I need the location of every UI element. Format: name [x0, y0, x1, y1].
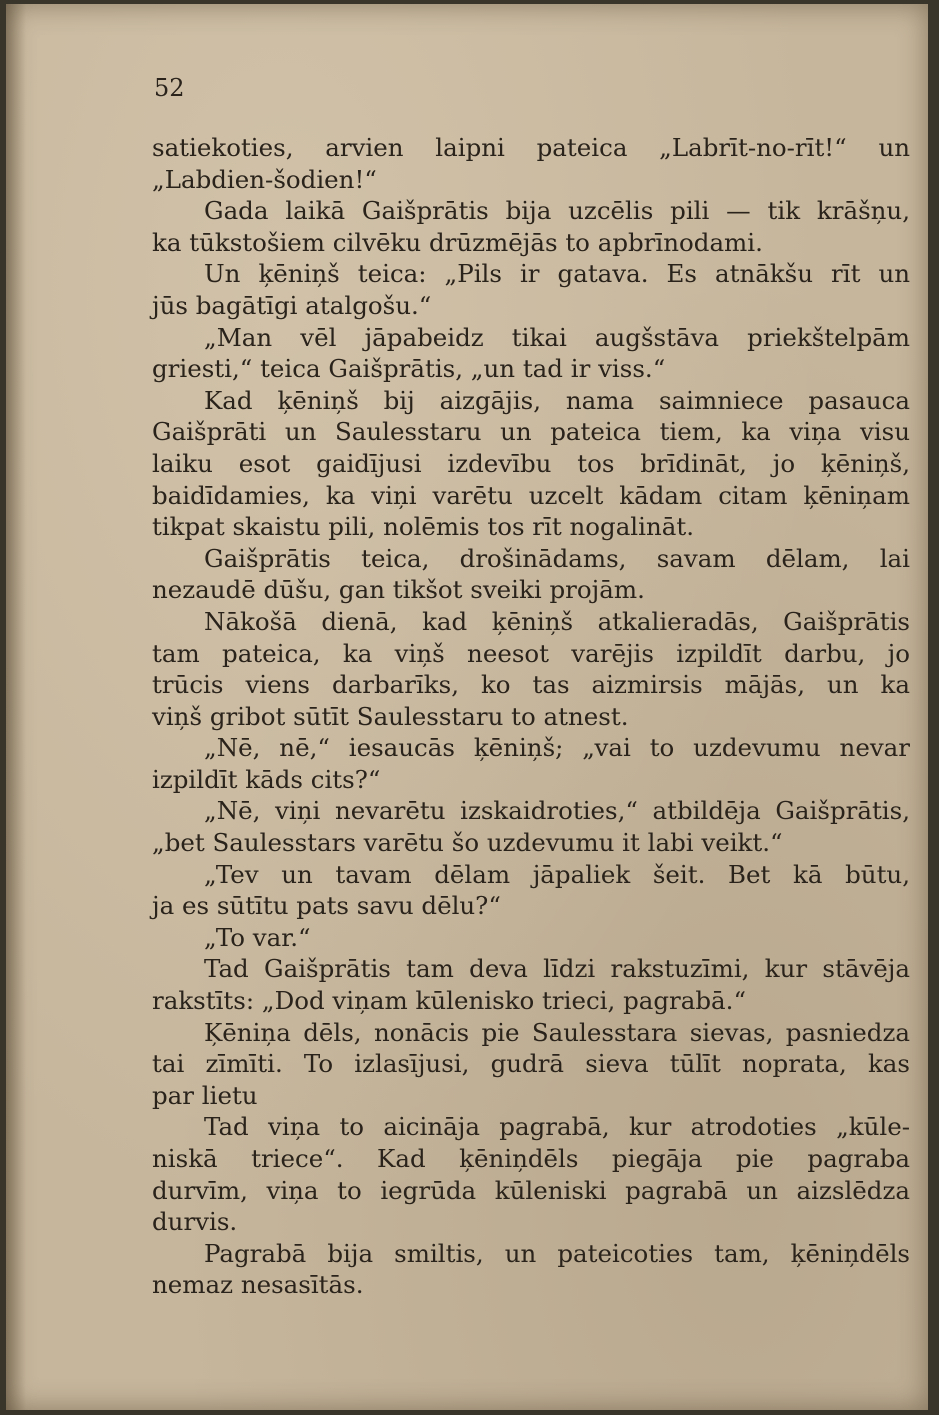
text-line: Gaišprāti un Saulesstaru un pateica tiem, ka viņa visu	[152, 417, 910, 447]
body-text	[152, 132, 910, 1301]
text-line: nezaudē dūšu, gan tikšot sveiki projām.	[152, 575, 645, 605]
text-line: „Nē, nē,“ iesaucās ķēniņš; „vai to uzdevumu nevar	[204, 733, 910, 763]
text-line: Tad Gaišprātis tam deva līdzi rakstuzīmi, kur stāvēja	[204, 954, 910, 984]
text-line: niskā triece“. Kad ķēniņdēls piegāja pie pagraba	[152, 1144, 910, 1173]
text-line: durvīm, viņa to iegrūda kūleniski pagrabā un aizslēdza	[152, 1175, 910, 1205]
text-line: baidīdamies, ka viņi varētu uzcelt kādam citam ķēniņam	[152, 480, 910, 510]
text-line: griesti,“ teica Gaišprātis, „un tad ir viss.“	[152, 354, 666, 384]
text-line: Un ķēniņš teica: „Pils ir gatava. Es atnākšu rīt un	[204, 259, 910, 289]
text-line: rakstīts: „Dod viņam kūlenisko trieci, pagrabā.“	[152, 986, 746, 1016]
text-line: „Tev un tavam dēlam jāpaliek šeit. Bet kā būtu,	[204, 859, 910, 889]
text-line: durvis.	[152, 1207, 238, 1237]
text-line: ja es sūtītu pats savu dēlu?“	[152, 891, 501, 921]
text-line: tikpat skaistu pili, nolēmis tos rīt nogalināt.	[152, 512, 695, 542]
text-line: Gada laikā Gaišprātis bija uzcēlis pili — tik krāšņu,	[204, 196, 910, 226]
text-line: izpildīt kāds cits?“	[152, 764, 381, 794]
text-line: Nākošā dienā, kad ķēniņš atkalieradās, Gaišprātis	[204, 606, 910, 636]
text-line: Kad ķēniņš bij aizgājis, nama saimniece pasauca	[204, 385, 910, 415]
page-number: 52	[154, 74, 185, 102]
text-line: „Nē, viņi nevarētu izskaidroties,“ atbildēja Gaišprātis,	[204, 796, 910, 826]
text-line: viņš gribot sūtīt Saulesstaru to atnest.	[152, 701, 629, 731]
text-line: nemaz nesasītās.	[152, 1270, 364, 1300]
text-line: jūs bagātīgi atalgošu.“	[152, 290, 432, 320]
text-line: par lietu	[152, 1080, 258, 1110]
text-line: Ķēniņa dēls, nonācis pie Saulesstara sievas, pasniedza	[204, 1017, 910, 1047]
text-line: „To var.“	[204, 922, 311, 952]
text-line: „Man vēl jāpabeidz tikai augšstāva priekštelpām	[204, 322, 910, 352]
text-line: „bet Saulesstars varētu šo uzdevumu it labi veikt.“	[152, 828, 783, 858]
text-line: tam pateica, ka viņš neesot varējis izpildīt darbu, jo	[152, 638, 910, 668]
text-line: Pagrabā bija smiltis, un pateicoties tam, ķēniņdēls	[204, 1238, 910, 1268]
text-line: laiku esot gaidījusi izdevību tos brīdināt, jo ķēniņš,	[152, 448, 910, 478]
text-line: „Labdien-šodien!“	[152, 164, 377, 194]
book-page	[6, 4, 928, 1410]
page-binding-shadow	[6, 4, 26, 1410]
text-line: ka tūkstošiem cilvēku drūzmējās to apbrīnodami.	[152, 227, 763, 257]
text-line: trūcis viens darbarīks, ko tas aizmirsis mājās, un ka	[152, 670, 910, 700]
text-line: satiekoties, arvien laipni pateica „Labrīt-no-rīt!“ un	[152, 133, 910, 162]
text-line: Tad viņa to aicināja pagrabā, kur atrodoties „kūle-	[204, 1112, 910, 1142]
text-line: tai zīmīti. To izlasījusi, gudrā sieva tūlīt noprata, kas	[152, 1049, 910, 1079]
text-line: Gaišprātis teica, drošinādams, savam dēlam, lai	[204, 543, 910, 573]
